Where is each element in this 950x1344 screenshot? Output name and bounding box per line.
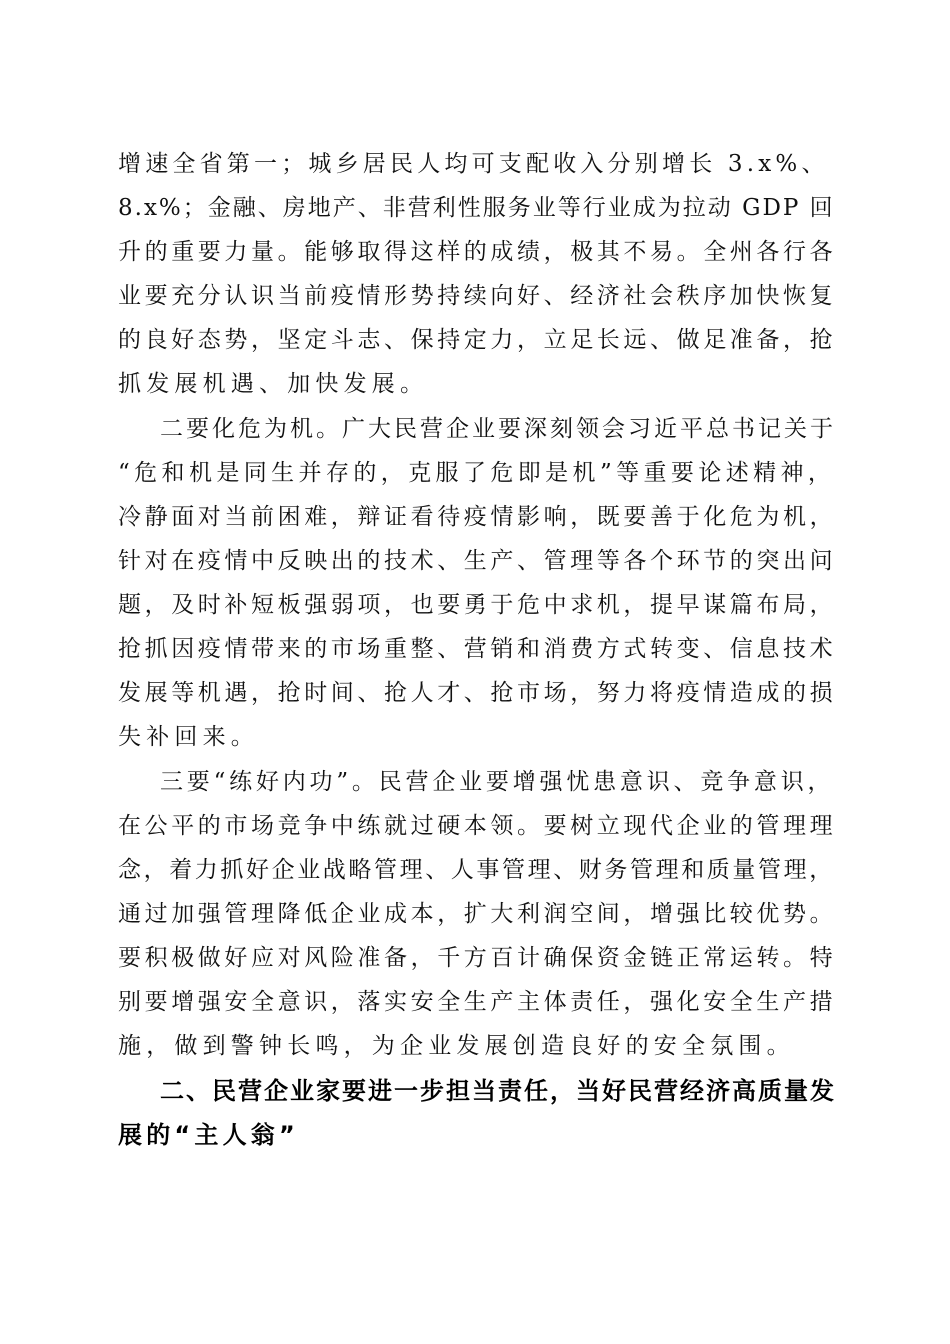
text-line-3: 升的重要力量。能够取得这样的成绩，极其不易。全州各行各 — [118, 239, 837, 265]
text-line-5: 的良好态势，坚定斗志、保持定力，立足长远、做足准备，抢 — [118, 327, 837, 353]
paragraph-2-line-2: “危和机是同生并存的，克服了危即是机”等重要论述精神， — [118, 460, 836, 486]
text-line-6: 抓发展机遇、加快发展。 — [118, 371, 429, 397]
paragraph-2-line-4: 针对在疫情中反映出的技术、生产、管理等各个环节的突出问 — [118, 548, 837, 574]
paragraph-3-line-7: 施，做到警钟长鸣，为企业发展创造良好的安全氛围。 — [118, 1033, 795, 1059]
paragraph-2-line-3: 冷静面对当前困难，辩证看待疫情影响，既要善于化危为机， — [118, 504, 837, 530]
paragraph-3-line-4: 通过加强管理降低企业成本，扩大利润空间，增强比较优势。 — [118, 901, 837, 927]
paragraph-2-line-1: 二要化危为机。广大民营企业要深刻领会习近平总书记关于 — [160, 416, 836, 442]
paragraph-2-line-7: 发展等机遇，抢时间、抢人才、抢市场，努力将疫情造成的损 — [118, 680, 837, 706]
text-line-1: 增速全省第一；城乡居民人均可支配收入分别增长 3.x%、 — [118, 151, 829, 177]
text-line-2: 8.x%；金融、房地产、非营利性服务业等行业成为拉动 GDP 回 — [118, 195, 835, 221]
section-heading-line-2: 展的“主人翁” — [118, 1121, 299, 1149]
text-line-4: 业要充分认识当前疫情形势持续向好、经济社会秩序加快恢复 — [118, 283, 837, 309]
paragraph-2-line-6: 抢抓因疫情带来的市场重整、营销和消费方式转变、信息技术 — [118, 636, 837, 662]
paragraph-2-line-5: 题，及时补短板强弱项，也要勇于危中求机，提早谋篇布局， — [118, 592, 837, 618]
paragraph-3-line-1: 三要“练好内功”。民营企业要增强忧患意识、竞争意识， — [160, 769, 835, 795]
paragraph-3-line-5: 要积极做好应对风险准备，千方百计确保资金链正常运转。特 — [118, 945, 837, 971]
section-heading-line-1: 二、民营企业家要进一步担当责任，当好民营经济高质量发 — [160, 1077, 836, 1105]
paragraph-3-line-3: 念，着力抓好企业战略管理、人事管理、财务管理和质量管理， — [118, 857, 835, 883]
paragraph-2-line-8: 失补回来。 — [118, 724, 259, 750]
paragraph-3-line-2: 在公平的市场竞争中练就过硬本领。要树立现代企业的管理理 — [118, 813, 837, 839]
paragraph-3-line-6: 别要增强安全意识，落实安全生产主体责任，强化安全生产措 — [118, 989, 837, 1015]
